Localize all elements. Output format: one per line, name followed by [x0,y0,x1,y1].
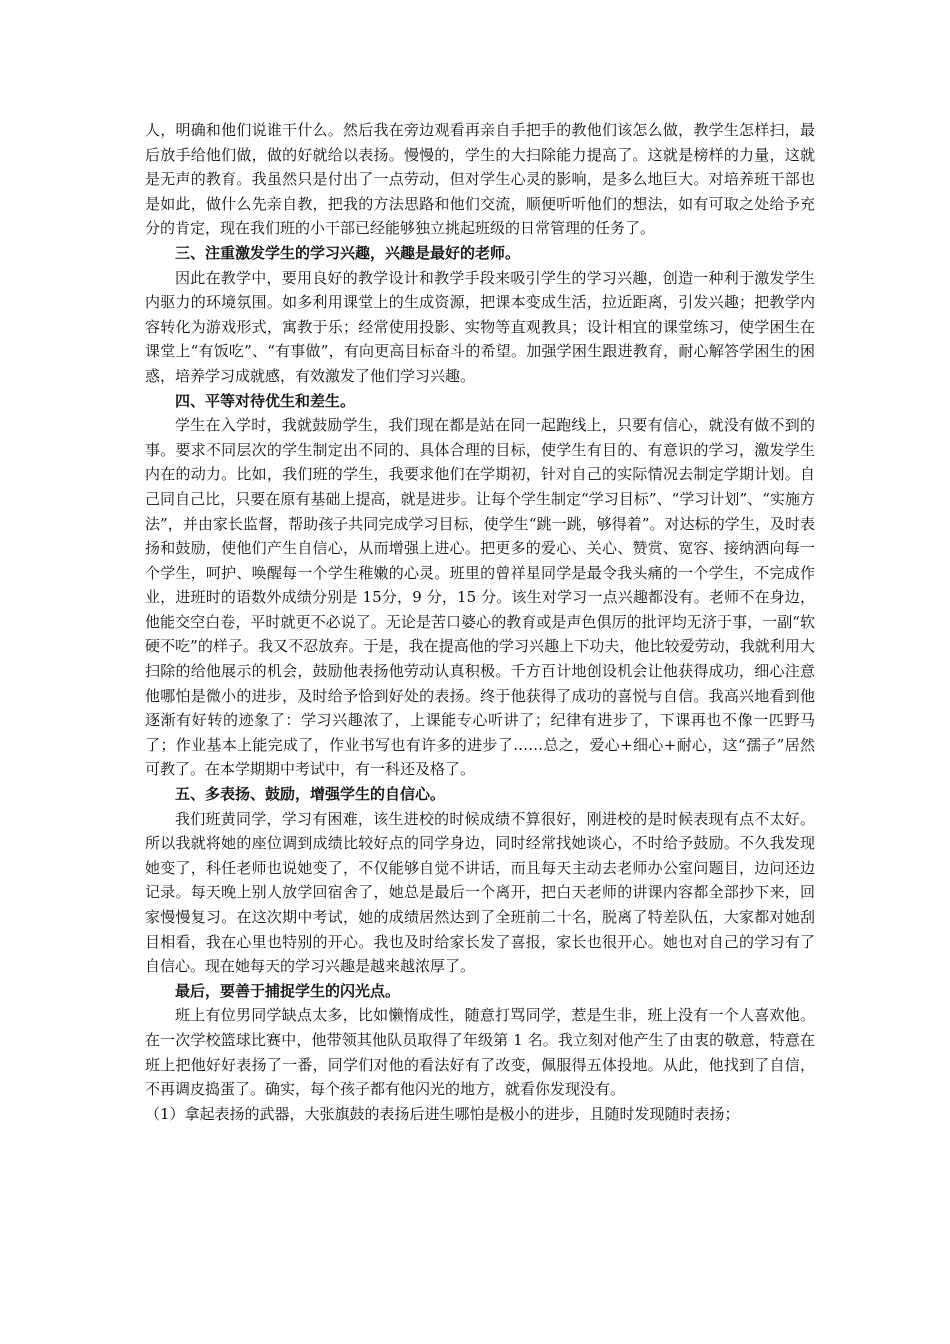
paragraph-bright-spots: 班上有位男同学缺点太多，比如懒惰成性，随意打骂同学，惹是生非，班上没有一个人喜欢他。在一次学校篮球比赛中，他带领其他队员取得了年级第 1 名。我立刻对他产生了由衷的敬意，特意在班上把他好好表扬了一番，同学们对他的看法好有了改变，佩服得五体投地。从此，他找到了自信，不再调皮捣蛋了。确实，每个孩子都有他闪光的地方，就看你发现没有。 [145,1006,815,1099]
paragraph-encouragement: 我们班黄同学，学习有困难，该生进校的时候成绩不算很好，刚进校的是时候表现有点不太好。所以我就将她的座位调到成绩比较好点的同学身边，同时经常找她谈心，不时给予鼓励。不久我发现她变了，科任老师也说她变了，不仅能够自觉不讲话，而且每天主动去老师办公室问题目，边问还边记录。每天晚上别人放学回宿舍了，她总是最后一个离开，把白天老师的讲课内容都全部抄下来，回家慢慢复习。在这次期中考试，她的成绩居然达到了全班前二十名，脱离了特差队伍，大家都对她刮目相看，我在心里也特别的开心。我也及时给家长发了喜报，家长也很开心。她也对自己的学习有了自信心。现在她每天的学习兴趣是越来越浓厚了。 [145,809,815,976]
heading-finally: 最后，要善于捕捉学生的闪光点。 [175,981,401,1000]
paragraph-cleaning-example: 人，明确和他们说谁干什么。然后我在旁边观看再亲自手把手的教他们该怎么做，教学生怎样扫，最后放手给他们做，做的好就给以表扬。慢慢的，学生的大扫除能力提高了。这就是榜样的力量，这就是无声的教育。我虽然只是付出了一点劳动，但对学生心灵的影响，是多么地巨大。对培养班干部也是如此，做什么先亲自教，把我的方法思路和他们交流，顺便听听他们的想法，如有可取之处给予充分的肯定，现在我们班的小干部已经能够独立挑起班级的日常管理的任务了。 [145,121,815,238]
paragraph-equal-treatment: 学生在入学时，我就鼓励学生，我们现在都是站在同一起跑线上，只要有信心，就没有做不到的事。要求不同层次的学生制定出不同的、具体合理的目标，使学生有目的、有意识的学习，激发学生内在的动力。比如，我们班的学生，我要求他们在学期初，针对自己的实际情况去制定学期计划。自己同自己比，只要在原有基础上提高，就是进步。让每个学生制定“学习目标”、“学习计划”、“实施方法”，并由家长监督，帮助孩子共同完成学习目标，使学生“跳一跳，够得着”。对达标的学生，及时表扬和鼓励，使他们产生自信心，从而增强上进心。把更多的爱心、关心、赞赏、宽容、接纳洒向每一个学生，呵护、唤醒每一个学生稚嫩的心灵。班里的曾祥星同学是最令我头痛的一个学生，不完成作业，进班时的语数外成绩分别是 15分，9 分，15 分。该生对学习一点兴趣都没有。老师不在身边，他能交空白卷，平时就更不必说了。无论是苦口婆心的教育或是声色俱厉的批评均无济于事，一副“软硬不吃”的样子。我又不忍放弃。于是，我在提高他的学习兴趣上下功夫，他比较爱劳动，我就利用大扫除的给他展示的机会，鼓励他表扬他劳动认真积极。千方百计地创设机会让他获得成功，细心注意他哪怕是微小的进步，及时给予恰到好处的表扬。终于他获得了成功的喜悦与自信。我高兴地看到他逐渐有好转的迹象了：学习兴趣浓了，上课能专心听讲了；纪律有进步了，下课再也不像一匹野马了；作业基本上能完成了，作业书写也有许多的进步了……总之，爱心+细心+耐心，这“孺子”居然可教了。在本学期期中考试中，有一科还及格了。 [145,416,815,779]
heading-section-four: 四、平等对待优生和差生。 [175,391,356,410]
paragraph-list-item-1: （1）拿起表扬的武器，大张旗鼓的表扬后进生哪怕是极小的进步，且随时发现随时表扬； [145,1104,740,1123]
heading-section-three: 三、注重激发学生的学习兴趣，兴趣是最好的老师。 [175,243,521,262]
heading-section-five: 五、多表扬、鼓励，增强学生的自信心。 [175,785,446,804]
paragraph-interest: 因此在教学中，要用良好的教学设计和教学手段来吸引学生的学习兴趣，创造一种利于激发学生内驱力的环境氛围。如多利用课堂上的生成资源，把课本变成生活，拉近距离，引发兴趣；把教学内容转化为游戏形式，寓教于乐；经常使用投影、实物等直观教具；设计相宜的课堂练习，使学困生在课堂上“有饭吃”、“有事做”，有向更高目标奋斗的希望。加强学困生跟进教育，耐心解答学困生的困惑，培养学习成就感，有效激发了他们学习兴趣。 [145,268,815,385]
document-page [145,118,815,1126]
